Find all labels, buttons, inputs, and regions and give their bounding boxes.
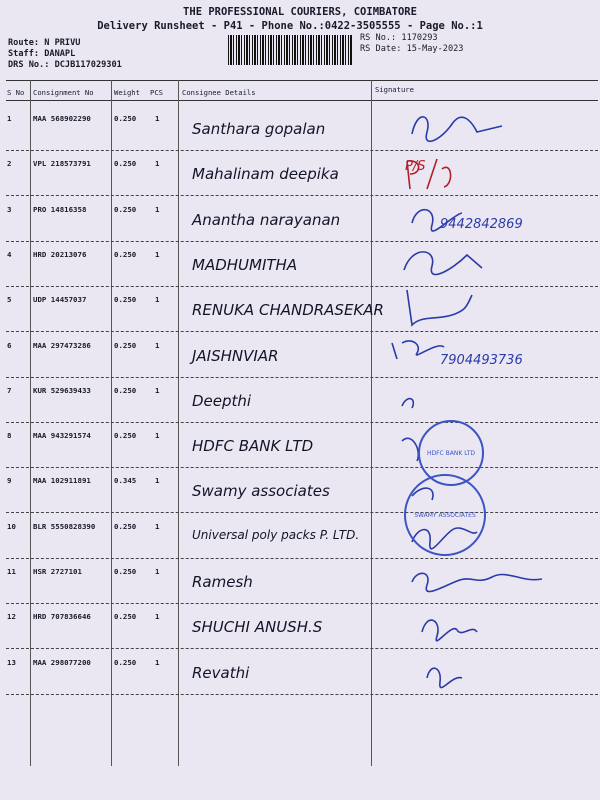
consignment-number: MAA 568902290 xyxy=(33,114,91,123)
col-signature: Signature xyxy=(375,85,414,94)
signature-note: 7904493736 xyxy=(440,352,523,368)
runsheet-subtitle: Delivery Runsheet - P41 - Phone No.:0422-3505555 - Page No.:1 xyxy=(97,20,483,32)
consignment-number: MAA 297473286 xyxy=(33,340,91,350)
consignee-name: Deepthi xyxy=(192,391,252,410)
serial-number: 5 xyxy=(7,295,12,305)
rs-date: RS Date: 15-May-2023 xyxy=(360,44,464,54)
weight-value: 0.250 xyxy=(114,612,137,622)
signature xyxy=(382,421,592,469)
signature xyxy=(382,285,592,333)
consignment-number: MAA 102911891 xyxy=(33,476,91,486)
row-separator xyxy=(6,694,598,695)
table-top-rule xyxy=(6,80,598,81)
consignee-name: HDFC BANK LTD xyxy=(192,437,314,456)
serial-number: 7 xyxy=(7,385,12,395)
staff-label: Staff: DANAPL xyxy=(8,49,76,59)
serial-number: 11 xyxy=(7,567,16,576)
weight-value: 0.250 xyxy=(114,567,137,576)
signature-note: 9442842869 xyxy=(440,216,523,232)
pcs-value: 1 xyxy=(155,567,160,576)
consignment-number: HRD 20213076 xyxy=(33,249,87,259)
serial-number: 1 xyxy=(7,114,12,123)
consignee-name: Anantha narayanan xyxy=(192,210,341,229)
weight-value: 0.250 xyxy=(114,340,137,350)
consignment-number: HRD 707836646 xyxy=(33,612,91,622)
pcs-value: 1 xyxy=(155,249,160,259)
weight-value: 0.250 xyxy=(114,431,137,441)
consignment-number: MAA 943291574 xyxy=(33,431,91,441)
serial-number: 4 xyxy=(7,249,12,259)
weight-value: 0.250 xyxy=(114,295,137,305)
consignee-name: Ramesh xyxy=(192,573,253,591)
col-pcs: PCS xyxy=(150,88,163,97)
consignee-name: Santhara gopalan xyxy=(192,120,326,138)
consignment-number: PRO 14816358 xyxy=(33,204,87,214)
pcs-value: 1 xyxy=(155,340,160,350)
col-consignee: Consignee Details xyxy=(182,88,256,97)
serial-number: 3 xyxy=(7,204,12,214)
drs-number: DRS No.: DCJB117029301 xyxy=(8,60,122,70)
consignee-name: Revathi xyxy=(192,663,250,682)
signature xyxy=(382,240,592,288)
serial-number: 13 xyxy=(7,657,16,667)
swamy-stamp xyxy=(404,474,486,556)
consignee-name: SHUCHI ANUSH.S xyxy=(192,618,323,637)
consignment-number: KUR 529639433 xyxy=(33,385,91,395)
consignment-number: MAA 298077200 xyxy=(33,657,91,667)
serial-number: 2 xyxy=(7,159,12,169)
signature xyxy=(382,648,592,696)
pcs-value: 1 xyxy=(155,204,160,214)
weight-value: 0.250 xyxy=(114,657,137,667)
pcs-value: 1 xyxy=(155,159,160,169)
consignment-number: VPL 218573791 xyxy=(33,159,91,169)
col-consignment: Consignment No xyxy=(33,88,94,97)
col-sno: S No xyxy=(7,88,25,97)
consignee-name: Swamy associates xyxy=(192,482,330,501)
consignee-name: Mahalinam deepika xyxy=(192,165,339,184)
consignee-name: RENUKA CHANDRASEKAR xyxy=(192,301,384,320)
pcs-value: 1 xyxy=(155,114,160,123)
route-label: Route: N PRIVU xyxy=(8,38,81,48)
signature xyxy=(382,557,592,605)
signature xyxy=(382,376,592,424)
consignment-number: BLR 5550828390 xyxy=(33,521,96,531)
weight-value: 0.250 xyxy=(114,249,137,259)
weight-value: 0.250 xyxy=(114,159,137,169)
signature-note: P/S xyxy=(405,159,426,175)
signature xyxy=(382,104,592,152)
serial-number: 9 xyxy=(7,476,12,486)
swamy-stamp-text: SWAMY ASSOCIATES xyxy=(414,511,476,519)
serial-number: 10 xyxy=(7,521,16,531)
col-weight: Weight xyxy=(114,88,140,97)
pcs-value: 1 xyxy=(155,612,160,622)
weight-value: 0.345 xyxy=(114,476,137,486)
pcs-value: 1 xyxy=(155,657,160,667)
pcs-value: 1 xyxy=(155,295,160,305)
signature xyxy=(382,602,592,650)
consignee-name: MADHUMITHA xyxy=(192,255,298,274)
rs-number: RS No.: 1170293 xyxy=(360,33,438,43)
consignment-number: UDP 14457037 xyxy=(33,295,87,305)
consignee-name: Universal poly packs P. LTD. xyxy=(192,527,360,542)
serial-number: 6 xyxy=(7,340,12,350)
pcs-value: 1 xyxy=(155,521,160,531)
hdfc-stamp-text: HDFC BANK LTD xyxy=(426,449,476,457)
barcode xyxy=(228,35,353,65)
weight-value: 0.250 xyxy=(114,385,137,395)
pcs-value: 1 xyxy=(155,385,160,395)
pcs-value: 1 xyxy=(155,431,160,441)
serial-number: 8 xyxy=(7,431,12,441)
weight-value: 0.250 xyxy=(114,114,137,123)
company-title: THE PROFESSIONAL COURIERS, COIMBATORE xyxy=(183,6,417,18)
pcs-value: 1 xyxy=(155,476,160,486)
weight-value: 0.250 xyxy=(114,521,137,531)
weight-value: 0.250 xyxy=(114,204,137,214)
consignee-name: JAISHNVIAR xyxy=(192,346,279,365)
table-header-rule xyxy=(6,100,598,101)
consignment-number: HSR 2727101 xyxy=(33,567,82,576)
serial-number: 12 xyxy=(7,612,16,622)
